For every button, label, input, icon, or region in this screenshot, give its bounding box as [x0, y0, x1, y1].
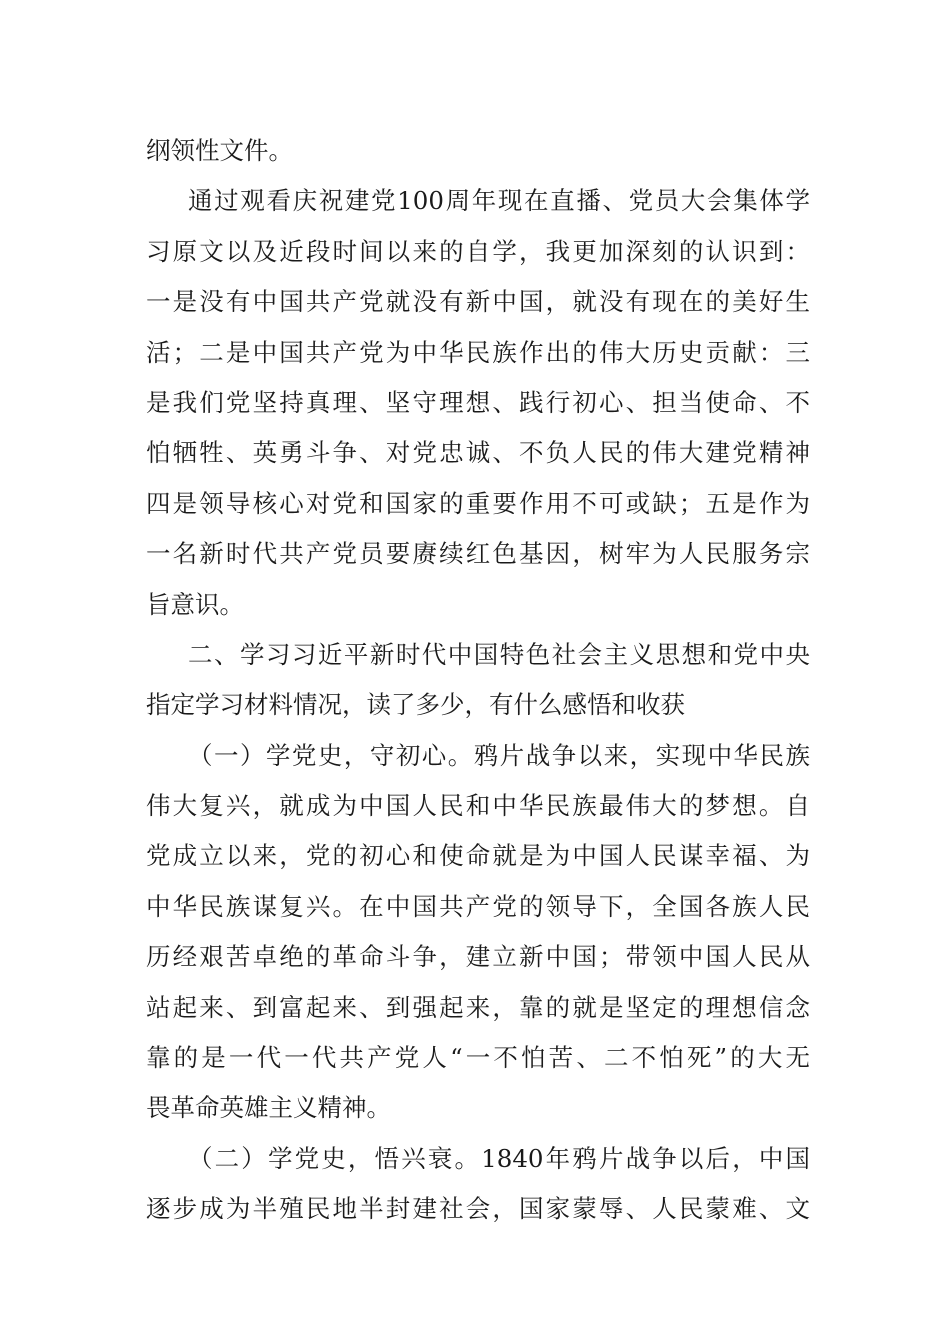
paragraph-line-10: 旨意识。	[146, 589, 244, 619]
paragraph-line-5: 活；二是中国共产党为中华民族作出的伟大历史贡献：三	[146, 337, 810, 367]
paragraph-line-8: 四是领导核心对党和国家的重要作用不可或缺；五是作为	[146, 488, 810, 518]
subsection-1-line-6: 站起来、到富起来、到强起来，靠的就是坚定的理想信念	[146, 992, 810, 1022]
subsection-2-line-2: 逐步成为半殖民地半封建社会，国家蒙辱、人民蒙难、文	[146, 1194, 810, 1224]
section-heading-line-2: 指定学习材料情况，读了多少，有什么感悟和收获	[146, 690, 685, 720]
subsection-1-line-8: 畏革命英雄主义精神。	[146, 1093, 391, 1123]
subsection-1-line-7: 靠的是一代一代共产党人“一不怕苦、二不怕死”的大无	[146, 1043, 810, 1073]
paragraph-line-6: 是我们党坚持真理、坚守理想、践行初心、担当使命、不	[146, 387, 810, 417]
subsection-1-line-3: 党成立以来，党的初心和使命就是为中国人民谋幸福、为	[146, 841, 810, 871]
paragraph-line-3: 习原文以及近段时间以来的自学，我更加深刻的认识到：	[146, 236, 810, 266]
section-heading-line-1: 二、学习习近平新时代中国特色社会主义思想和党中央	[188, 639, 810, 669]
subsection-2-line-1: （二）学党史，悟兴衰。1840年鸦片战争以后，中国	[188, 1143, 810, 1173]
subsection-1-line-5: 历经艰苦卓绝的革命斗争，建立新中国；带领中国人民从	[146, 942, 810, 972]
document-body	[146, 126, 810, 1235]
paragraph-line-4: 一是没有中国共产党就没有新中国，就没有现在的美好生	[146, 287, 810, 317]
subsection-1-line-4: 中华民族谋复兴。在中国共产党的领导下，全国各族人民	[146, 891, 810, 921]
subsection-1-line-1: （一）学党史，守初心。鸦片战争以来，实现中华民族	[188, 740, 810, 770]
subsection-1-line-2: 伟大复兴，就成为中国人民和中华民族最伟大的梦想。自	[146, 791, 810, 821]
paragraph-line-7: 怕牺牲、英勇斗争、对党忠诚、不负人民的伟大建党精神	[146, 438, 810, 468]
text-line-1: 纲领性文件。	[146, 136, 293, 165]
paragraph-line-9: 一名新时代共产党员要赓续红色基因，树牢为人民服务宗	[146, 539, 810, 569]
paragraph-line-2: 通过观看庆祝建党100周年现在直播、党员大会集体学	[188, 186, 810, 216]
